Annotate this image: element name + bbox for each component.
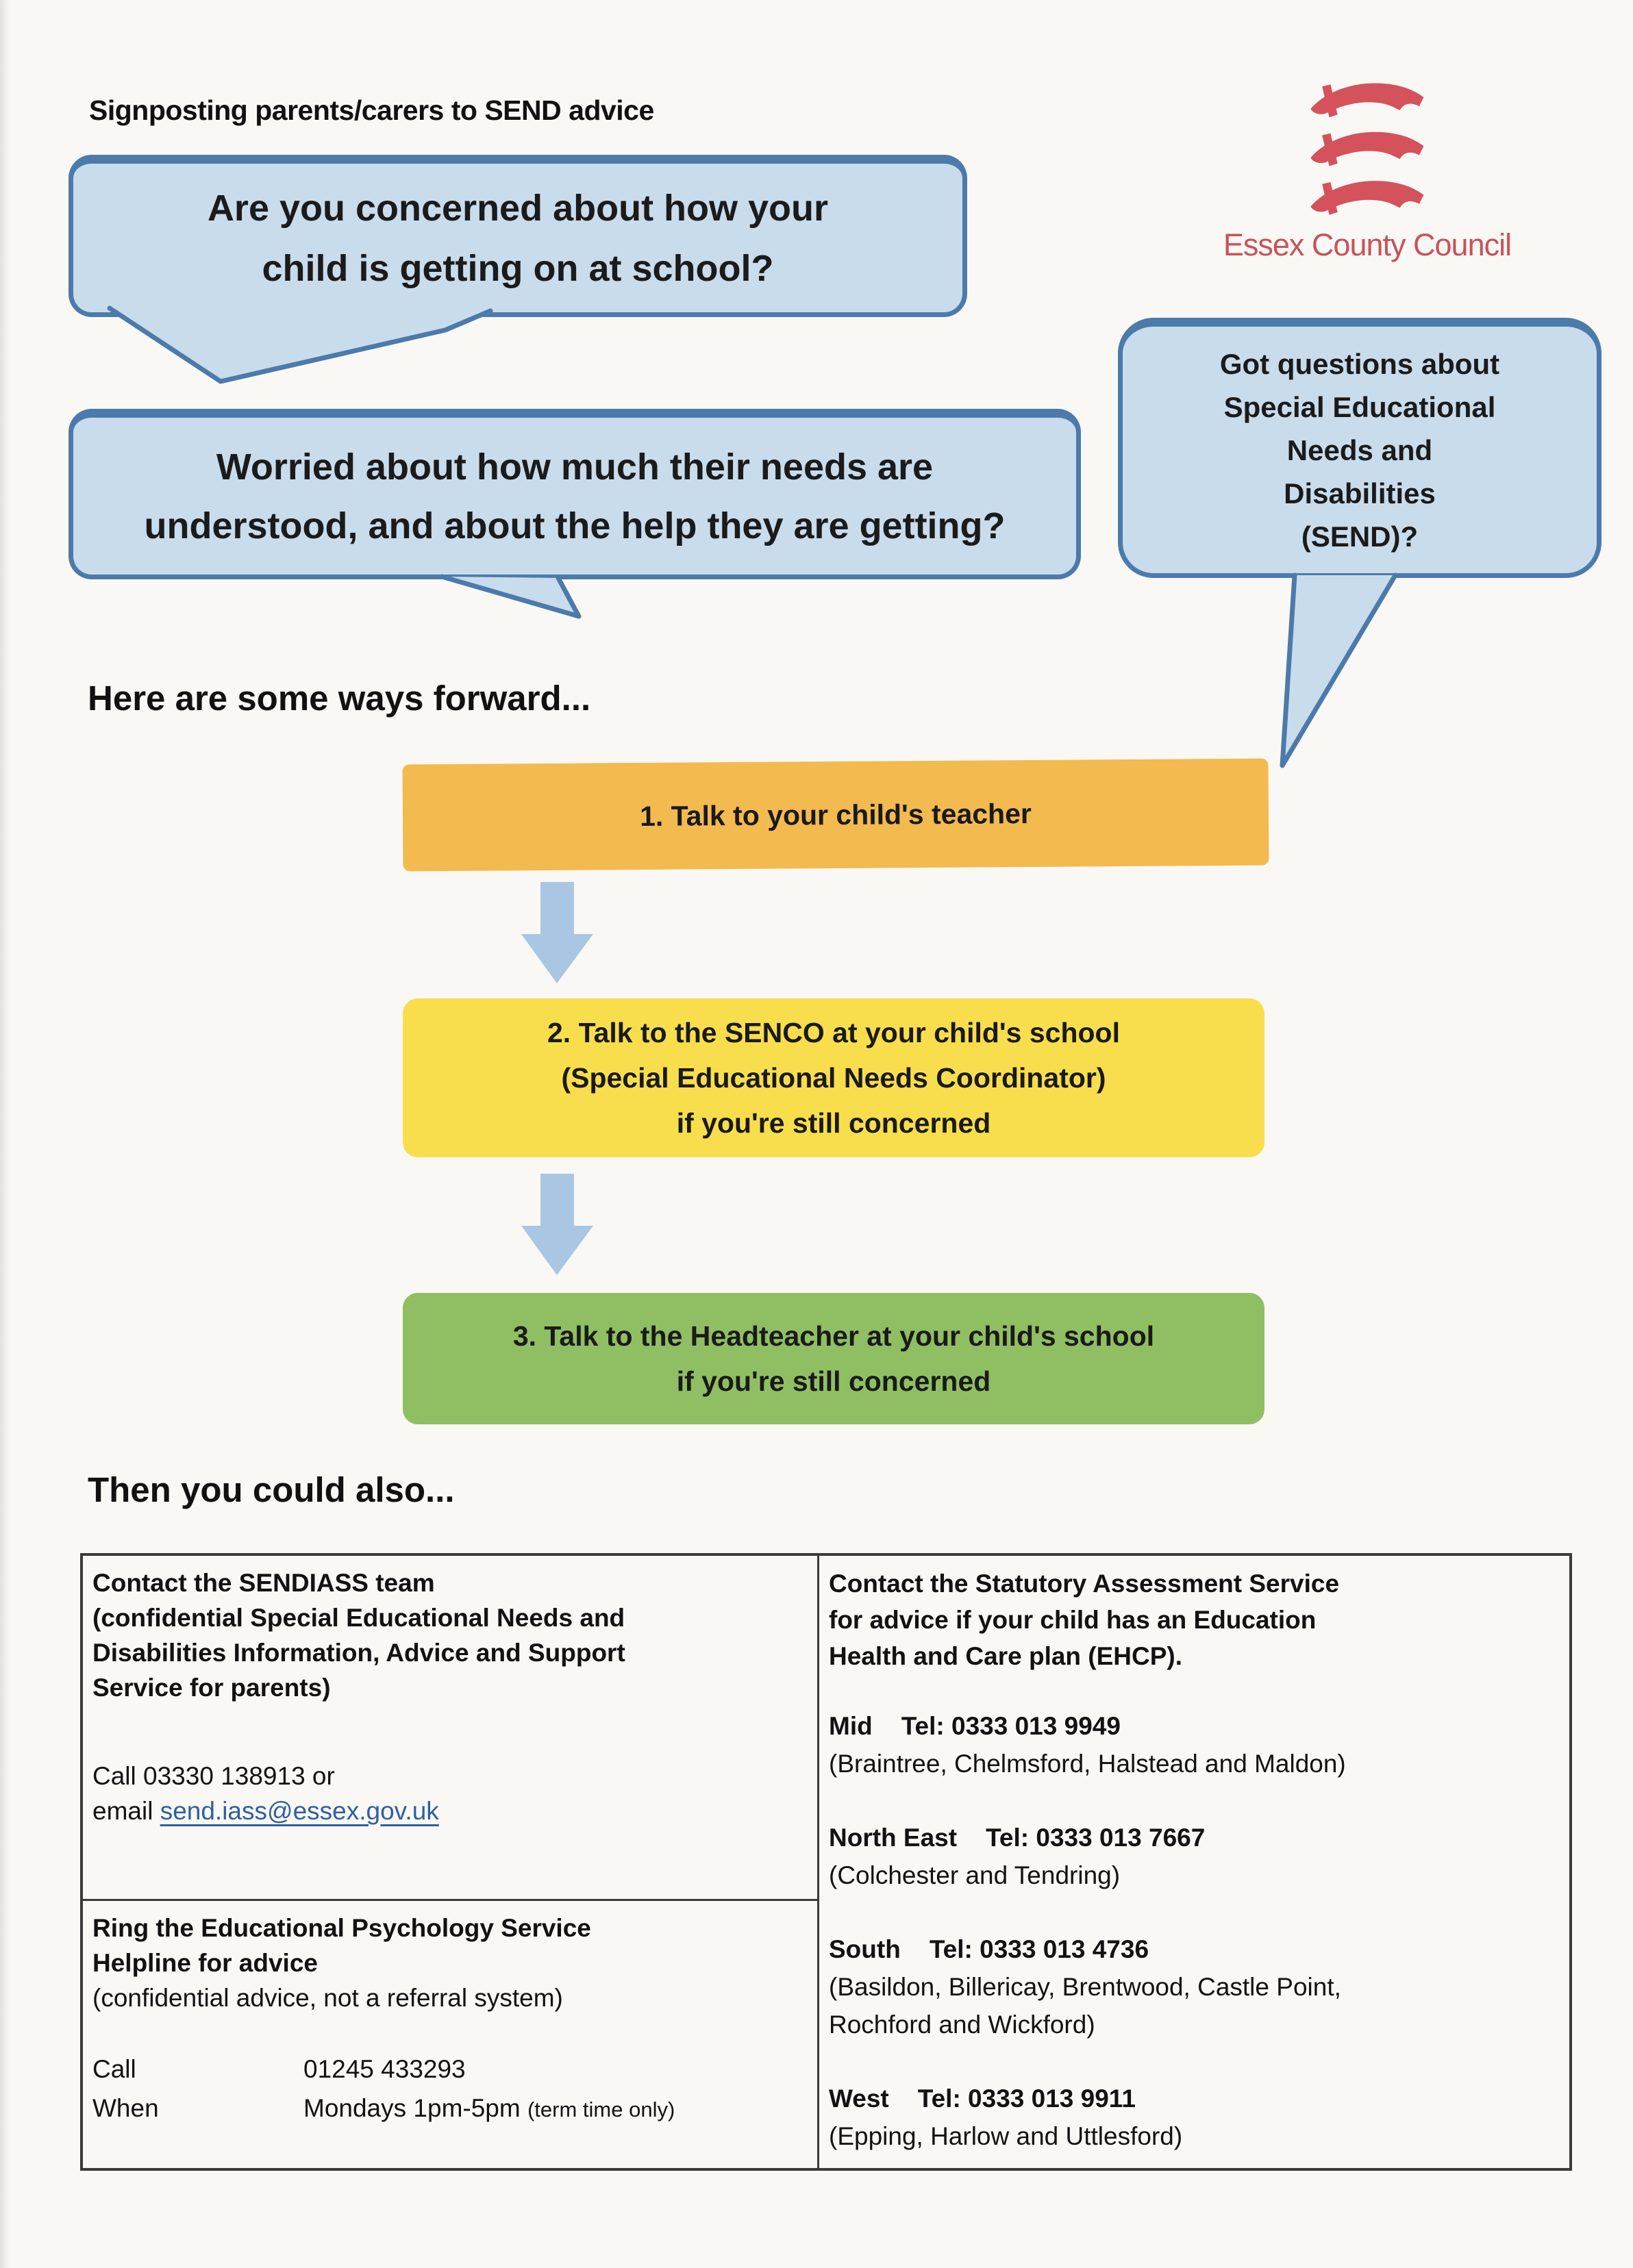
ways-forward-heading: Here are some ways forward... [88,679,591,718]
title-line: for advice if your child has an Education [829,1606,1317,1634]
row-value: 01245 433293 [303,2055,466,2083]
region-tel: Tel: 0333 013 9949 [901,1712,1121,1740]
region-west [829,2080,1558,2155]
contacts-table [80,1553,1572,2171]
bubble-text: Worried about how much their needs are [216,446,934,488]
step-text: 1. Talk to your child's teacher [639,797,1032,832]
sas-title [829,1565,1558,1674]
sendiass-cell [83,1556,819,1901]
title-line: Disabilities Information, Advice and Support [92,1639,625,1667]
region-tel: Tel: 0333 013 4736 [929,1935,1149,1963]
down-arrow-icon [518,1174,597,1276]
region-areas: (Basildon, Billericay, Brentwood, Castle Point, [829,1973,1341,2001]
bubble-text: understood, and about the help they are getting? [144,505,1006,546]
bubble-text: Got questions about [1219,347,1500,380]
statutory-assessment-cell [819,1556,1569,2168]
step-3-talk-to-headteacher [403,1293,1264,1424]
speech-bubble-worried [68,409,1081,579]
region-areas: (Braintree, Chelmsford, Halstead and Maldon) [829,1750,1346,1778]
ep-row-call [92,2050,806,2089]
speech-bubble-tail-icon [103,305,514,391]
step-text: 2. Talk to the SENCO at your child's school [547,1017,1120,1048]
sendiass-phone: Call 03330 138913 or [92,1762,335,1790]
step-text: (Special Educational Needs Coordinator) [561,1062,1106,1094]
ep-contact-rows [92,2050,806,2129]
title-line: Contact the Statutory Assessment Service [829,1570,1340,1598]
bubble-text: Needs and [1286,433,1433,466]
region-name: Mid [829,1712,873,1740]
three-seaxes-icon [1301,78,1430,223]
region-areas: (Epping, Harlow and Uttlesford) [829,2122,1183,2150]
region-north-east [829,1819,1558,1894]
down-arrow-icon [518,882,597,985]
title-line: Service for parents) [92,1674,331,1702]
region-tel: Tel: 0333 013 9911 [917,2084,1136,2113]
title-line: Ring the Educational Psychology Service [92,1914,591,1942]
bubble-text: (SEND)? [1301,520,1419,553]
region-name: West [829,2084,889,2113]
row-value: Mondays 1pm-5pm (term time only) [303,2094,675,2122]
title-line: Contact the SENDIASS team [92,1569,435,1597]
speech-bubble-tail-icon [1264,572,1408,771]
email-label: email [92,1797,160,1825]
row-label: Call [92,2055,136,2083]
ep-title [92,1911,806,1980]
region-mid [829,1707,1558,1782]
bubble-text: Special Educational [1223,390,1496,423]
step-text: if you're still concerned [676,1365,991,1397]
educational-psychology-cell [83,1901,819,2168]
step-1-talk-to-teacher [402,759,1269,872]
sendiass-title [92,1565,806,1705]
region-phone-line [829,1819,1558,1856]
ep-row-when [92,2089,806,2129]
region-tel: Tel: 0333 013 7667 [986,1824,1206,1852]
title-line: (confidential Special Educational Needs and [92,1604,625,1632]
step-text: 3. Talk to the Headteacher at your child's school [512,1320,1155,1352]
region-phone-line [829,1707,1558,1745]
essex-county-council-logo [1217,75,1518,281]
page-title: Signposting parents/carers to SEND advice [89,94,654,126]
logo-wordmark: Essex County Council [1223,227,1512,262]
region-phone-line [829,2080,1558,2117]
email-link[interactable]: send.iass@essex.gov.uk [160,1797,439,1825]
step-text: if you're still concerned [676,1107,991,1139]
sendiass-email-line [92,1793,806,1828]
title-line: Helpline for advice [92,1949,318,1977]
title-line: Health and Care plan (EHCP). [829,1642,1183,1670]
speech-bubble-concern [68,155,967,317]
step-2-talk-to-senco [403,998,1264,1157]
region-name: South [829,1935,901,1963]
bubble-text: child is getting on at school? [262,247,774,289]
ep-subtitle: (confidential advice, not a referral system) [92,1984,563,2012]
region-south [829,1930,1558,2043]
bubble-text: Are you concerned about how your [207,187,829,229]
bubble-text: Disabilities [1284,477,1436,509]
then-you-could-also-heading: Then you could also... [88,1470,455,1509]
region-areas: (Colchester and Tendring) [829,1861,1121,1889]
region-areas: Rochford and Wickford) [829,2011,1095,2039]
speech-bubble-tail-icon [411,574,603,622]
speech-bubble-send-question [1118,318,1601,578]
region-name: North East [829,1824,958,1852]
term-time-note: (term time only) [527,2097,675,2121]
region-phone-line [829,1930,1558,1968]
row-label: When [92,2094,159,2122]
